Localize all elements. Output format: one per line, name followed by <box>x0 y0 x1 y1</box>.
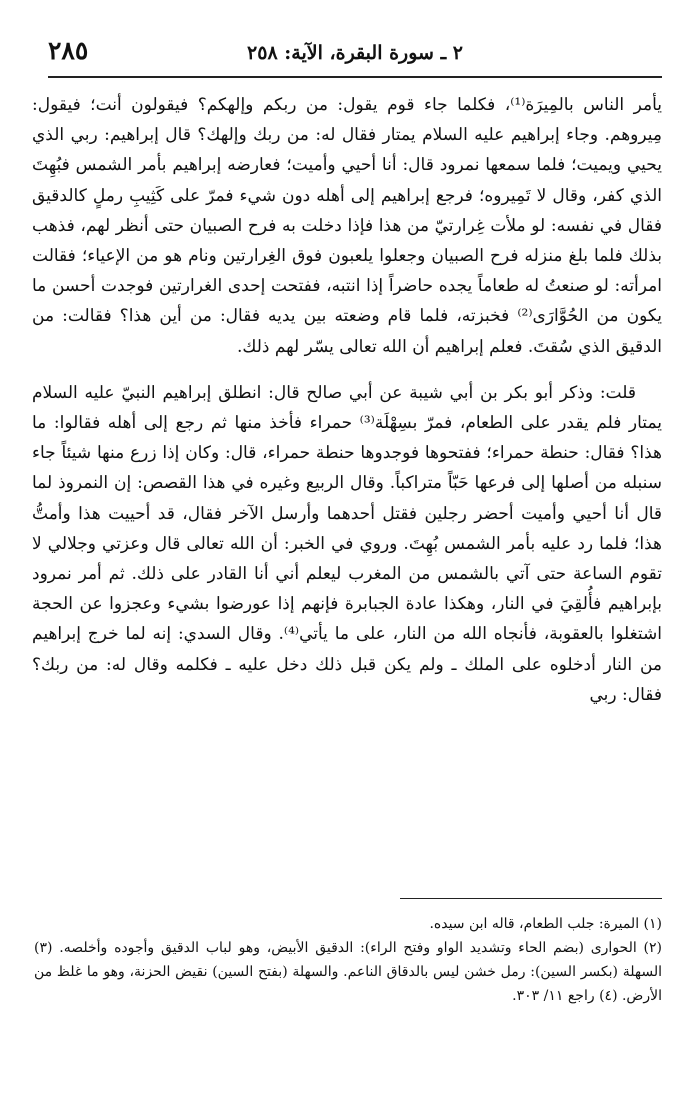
page-number: ٢٨٥ <box>48 36 89 65</box>
footnote-1: (١) الميرة: جلب الطعام، قاله ابن سيده. <box>429 916 662 932</box>
footnote-2: (٢) الحوارى (بضم الحاء وتشديد الواو وفتح الراء): الدقيق الأبيض، وهو لباب الدقيق وأجوده وأخلصه. (٣) السهلة (بكسر السين): رمل خشن ليس بالدقاق الناعم. والسهلة (بفتح السين) نقيض الحزنة، وهو ما غلظ من الأرض. (٤) راجع ١١/ ٣٠٣. <box>34 940 662 1004</box>
footnotes <box>34 912 662 1008</box>
paragraph-1: يأمر الناس بالمِيرَة⁽¹⁾، فكلما جاء قوم يقول: من ربكم وإلهكم؟ فيقولون أنت؛ فيقول: مِيروهم. وجاء إبراهيم عليه السلام يمتار فقال له: من ربك وإلهك؟ قال إبراهيم: ربي الذي يحيي ويميت؛ فلما سمعها نمرود قال: أنا أحيي وأميت؛ فعارضه إبراهيم بأمر الشمس فبُهِتَ الذي كفر، وقال لا تَمِيروه؛ فرجع إبراهيم إلى أهله دون شيء فمرّ على كَثِيبِ رملٍ كالدقيق فقال في نفسه: لو ملأت غِرارتيّ من هذا فإذا دخلت به فرح الصبيان حتى أنظر لهم، فذهب بذلك فلما بلغ منزله فرح الصبيان وجعلوا يلعبون فوق الغِرارتين ونام هو من الإعياء؛ فقالت امرأته: لو صنعتُ له طعاماً يجده حاضراً إذا انتبه، ففتحت إحدى الغرارتين فوجدت أحسن ما يكون من الحُوَّارَى⁽²⁾ فخبزته، فلما قام وضعته بين يديه فقال: من أين هذا؟ فقالت: من الدقيق الذي سُقتَ. فعلم إبراهيم أن الله تعالى يسّر لهم ذلك. <box>32 95 662 357</box>
chapter-title: ٢ ـ سورة البقرة، الآية: ٢٥٨ <box>247 42 463 64</box>
footnote-divider <box>400 898 662 899</box>
page-header <box>48 36 662 78</box>
main-text <box>32 90 662 710</box>
header-divider <box>48 76 662 78</box>
paragraph-2: قلت: وذكر أبو بكر بن أبي شيبة عن أبي صالح قال: انطلق إبراهيم النبيّ عليه السلام يمتار فلم يقدر على الطعام، فمرّ بسِهْلَة⁽³⁾ حمراء فأخذ منها ثم رجع إلى أهله فقالوا: ما هذا؟ فقال: حنطة حمراء؛ ففتحوها فوجدوها حنطة حمراء، قال: وكان إذا زرع منها شيئاً جاء سنبله من أصلها إلى فرعها حَبّاً متراكباً. وقال الربيع وغيره في هذا القصص: إن النمروذ لما قال أنا أحيي وأميت أحضر رجلين فقتل أحدهما وأرسل الآخر فقال، قد أحييت هذا وأمتُّ هذا؛ فلما رد عليه بأمر الشمس بُهِتَ. وروي في الخبر: أن الله تعالى قال وعزتي وجلالي لا تقوم الساعة حتى آتي بالشمس من المغرب ليعلم أني أنا القادر على ذلك. ثم أمر نمرود بإبراهيم فأُلقِيَ في النار، وهكذا عادة الجبابرة فإنهم إذا عورضوا بشيء وعجزوا عن الحجة اشتغلوا بالعقوبة، فأنجاه الله من النار، على ما يأتي⁽⁴⁾. وقال السدي: إنه لما خرج إبراهيم من النار أدخلوه على الملك ـ ولم يكن قبل ذلك دخل عليه ـ فكلمه وقال له: من ربك؟ فقال: ربي <box>32 382 662 705</box>
